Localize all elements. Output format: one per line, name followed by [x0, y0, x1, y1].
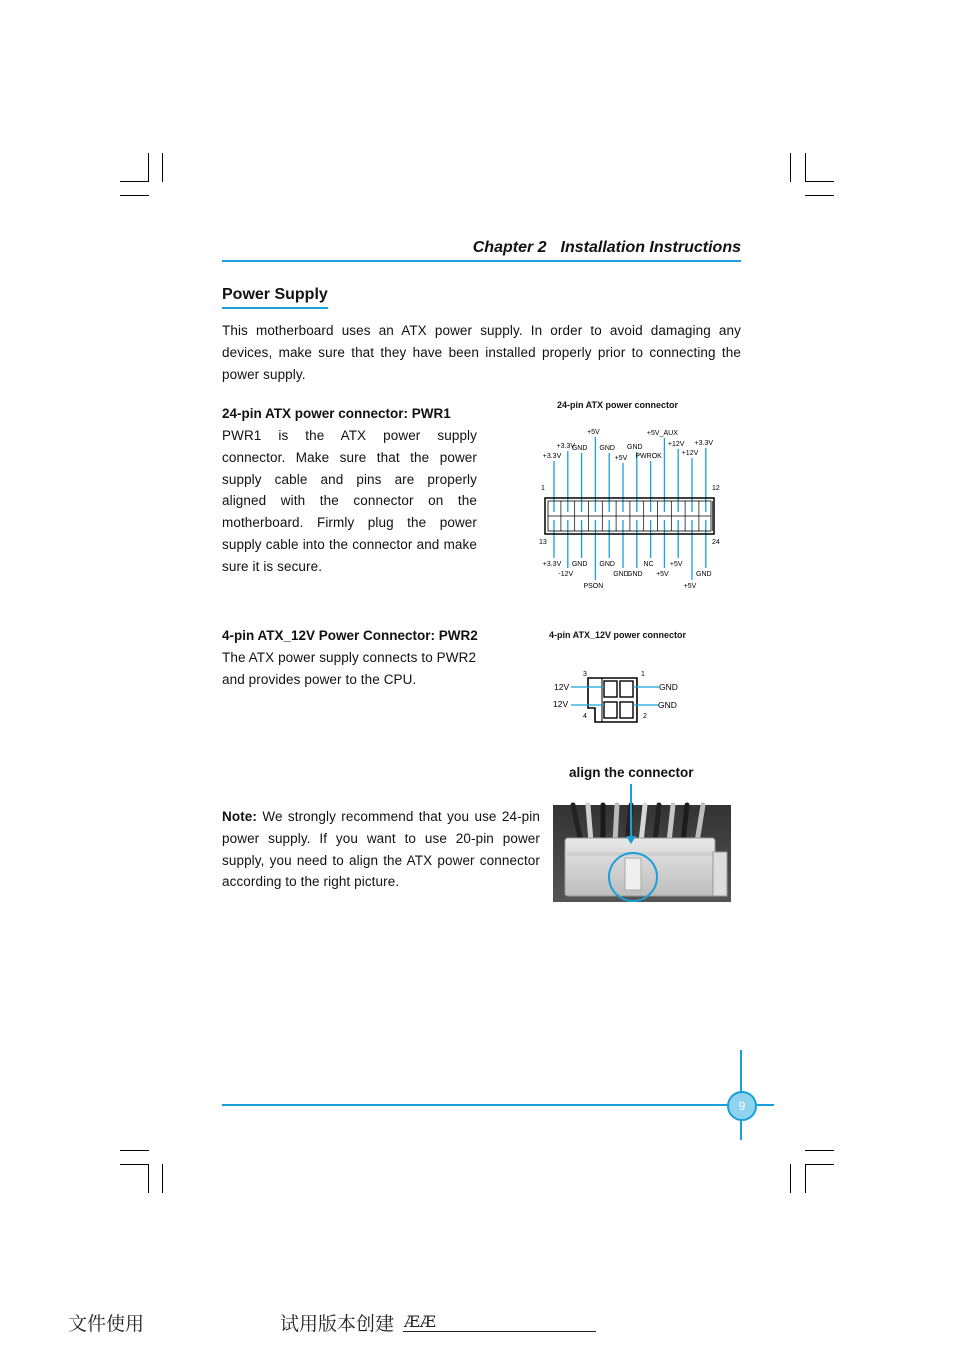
pwr2-pin-4-label: 4	[583, 713, 587, 720]
pwr1-bottom-label: GND	[599, 561, 615, 568]
pwr2-title: 4-pin ATX_12V Power Connector: PWR2	[222, 628, 478, 643]
crop-mark	[148, 153, 149, 182]
pwr2-paragraph: The ATX power supply connects to PWR2 and provides power to the CPU.	[222, 650, 477, 687]
pwr2-connector-outline	[588, 678, 637, 722]
pwr1-diagram-caption: 24-pin ATX power connector	[557, 400, 679, 410]
pwr1-paragraph: PWR1 is the ATX power supply connector. Make sure that the power supply cable and pins are properly aligned with the connector on the motherboard. Firmly plug the power supply cable into the connector and make sure it is secure.	[222, 428, 477, 574]
pwr2-pin-1-label: 1	[641, 671, 645, 678]
photo-caption: align the connector	[569, 765, 694, 780]
pwr2-left-bottom-label: 12V	[553, 699, 569, 709]
pwr1-top-label: +12V	[667, 441, 685, 448]
crop-mark	[790, 153, 791, 182]
crop-mark	[120, 1164, 149, 1165]
pwr2-pin-2	[620, 702, 633, 718]
crop-mark	[805, 1164, 806, 1193]
connector-photo	[553, 782, 733, 904]
crop-mark	[162, 1164, 163, 1193]
page-header	[222, 239, 741, 262]
crop-mark	[805, 153, 806, 182]
pwr1-bottom-label: +3.3V	[542, 561, 562, 568]
pwr1-top-label: PWROK	[635, 453, 662, 460]
watermark-underline	[403, 1331, 596, 1332]
page-number: 9	[727, 1091, 757, 1121]
pwr2-left-top-label: 12V	[554, 682, 570, 692]
pwr1-bottom-label: -12V	[558, 571, 574, 578]
footer-line	[222, 1104, 774, 1106]
pwr1-top-label: +5V	[614, 455, 628, 462]
crop-mark	[805, 195, 834, 196]
pwr2-pin-2-label: 2	[643, 713, 647, 720]
pwr1-diagram	[530, 420, 730, 600]
intro-paragraph: This motherboard uses an ATX power supply. In order to avoid damaging any devices, make sure that they have been installed properly prior to connecting the power supply.	[222, 323, 741, 382]
pwr2-pin-3-label: 3	[583, 671, 587, 678]
note-label: Note:	[222, 809, 257, 824]
crop-mark	[120, 181, 149, 182]
pwr1-bottom-label: NC	[643, 561, 654, 568]
pwr1-top-label: +12V	[681, 450, 699, 457]
pwr2-pin-4	[604, 702, 617, 718]
pwr1-top-label: GND	[571, 445, 588, 452]
pwr1-top-label: GND	[599, 445, 615, 452]
crop-mark	[805, 1150, 834, 1151]
pwr2-right-bottom-label: GND	[658, 700, 677, 710]
watermark-tail: ÆÆ	[404, 1312, 437, 1331]
crop-mark	[148, 1164, 149, 1193]
pwr1-title: 24-pin ATX power connector: PWR1	[222, 406, 451, 421]
pwr1-bottom-label: GND	[696, 571, 712, 578]
pwr2-diagram-caption: 4-pin ATX_12V power connector	[549, 630, 687, 640]
crop-mark	[162, 153, 163, 182]
chapter-label: Chapter 2	[472, 239, 547, 256]
pwr1-bottom-label: GND	[627, 571, 643, 578]
crop-mark	[805, 181, 834, 182]
pwr1-top-label: +3.3V	[542, 453, 562, 460]
watermark-right: 试用版本创建	[280, 1313, 395, 1335]
pwr1-top-label: GND	[627, 444, 643, 451]
pwr1-pin-24: 24	[712, 539, 720, 546]
pwr1-bottom-label: +5V	[656, 571, 669, 578]
watermark-left: 文件使用	[68, 1313, 145, 1335]
pwr1-top-label: +5V_AUX	[646, 430, 678, 437]
pwr2-pin-1	[620, 681, 633, 697]
crop-mark	[120, 1150, 149, 1151]
pwr1-bottom-label: GND	[571, 561, 588, 568]
crop-mark	[805, 1164, 834, 1165]
crop-mark	[790, 1164, 791, 1193]
pwr1-bottom-label: +5V	[683, 583, 697, 590]
pwr2-pin-3	[604, 681, 617, 697]
pwr1-bottom-label: +5V	[669, 561, 683, 568]
pwr1-pin-12: 12	[712, 485, 720, 492]
pwr2-right-top-label: GND	[659, 682, 678, 692]
pwr1-pin-1: 1	[541, 485, 545, 492]
pwr1-top-label: +3.3V	[556, 443, 576, 450]
pwr1-bottom-label: GND	[613, 571, 629, 578]
pwr1-top-label: +3.3V	[694, 440, 714, 447]
pwr2-diagram	[545, 660, 695, 730]
crop-mark	[120, 195, 149, 196]
note-paragraph	[222, 806, 540, 893]
pwr1-bottom-label: PSON	[583, 583, 604, 590]
pwr1-pin-13: 13	[539, 539, 547, 546]
pwr1-top-label: +5V	[587, 429, 600, 436]
section-title: Power Supply	[222, 286, 328, 309]
chapter-title: Installation Instructions	[560, 239, 741, 256]
note-body: We strongly recommend that you use 24-pin power supply. If you want to use 20-pin power supply, you need to align the ATX power connector according to the right picture.	[222, 809, 540, 890]
